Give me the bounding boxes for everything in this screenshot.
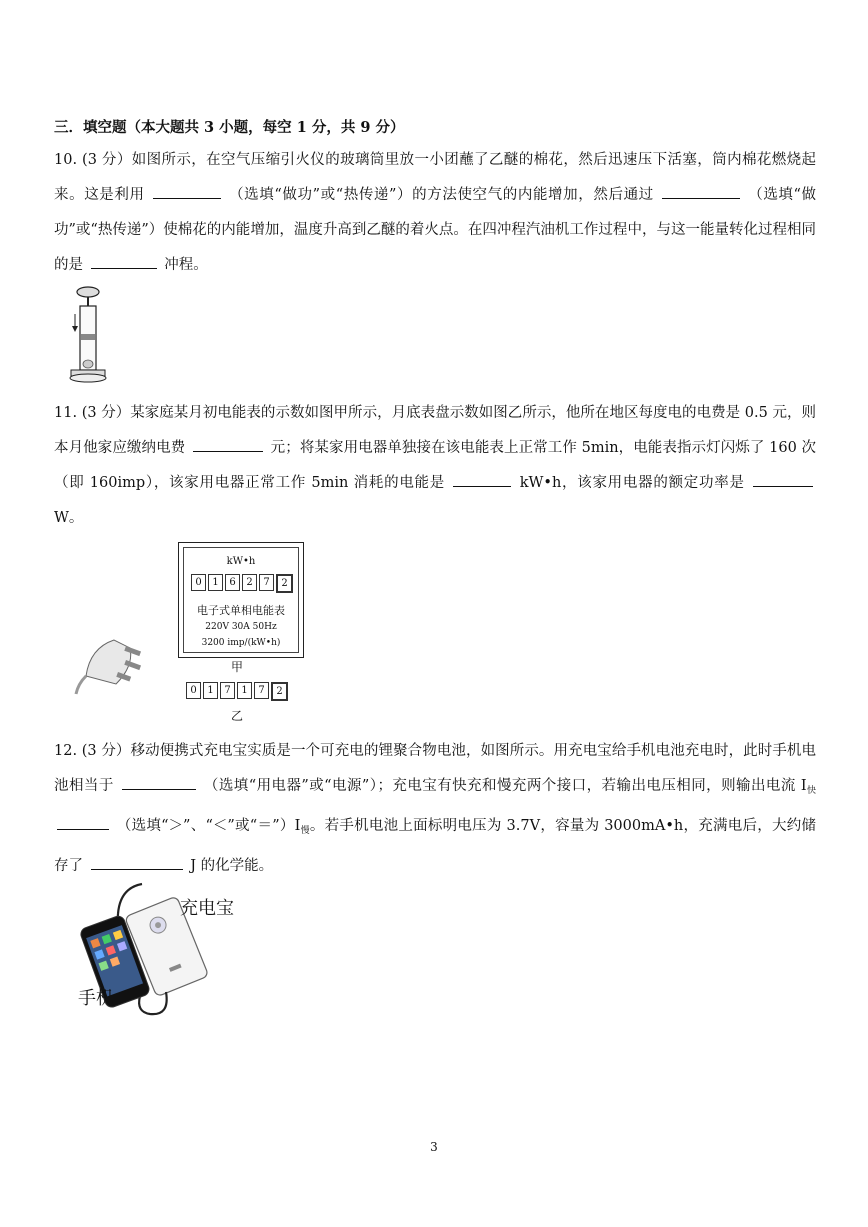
q12-blank-3[interactable] bbox=[91, 854, 183, 870]
meter-digit: 7 bbox=[259, 574, 274, 591]
section-title: 三．填空题（本大题共 3 小题，每空 1 分，共 9 分） bbox=[54, 119, 405, 136]
q11-text-4: W。 bbox=[54, 510, 84, 526]
q12-text-3: （选填“＞”、“＜”或“＝”）I bbox=[116, 818, 301, 834]
meter-digit: 2 bbox=[276, 574, 293, 593]
meter-digit: 7 bbox=[254, 682, 269, 699]
electric-meter-jia bbox=[178, 542, 304, 658]
meter-digits-jia bbox=[191, 574, 295, 593]
q12-sub-fast: 快 bbox=[806, 786, 817, 796]
q10-text-3: （选填“做功”或“热传递”）使棉花的内能增加，温度升高到乙醚的着火点。在四冲程汽油机工作过程中，与这一能量转化过程相同的是 bbox=[54, 187, 817, 273]
q12-text-1: 12. (3 分）移动便携式充电宝实质是一个可充电的锂聚合物电池，如图所示。用充电宝给手机电池充电时，此时手机电池相当于 bbox=[54, 743, 816, 794]
question-11 bbox=[54, 396, 816, 536]
question-12 bbox=[54, 734, 816, 884]
label-jia: 甲 bbox=[231, 660, 244, 674]
label-phone: 手机 bbox=[78, 988, 114, 1009]
q12-sub-slow: 慢 bbox=[300, 826, 310, 836]
fire-piston-figure bbox=[68, 286, 108, 384]
label-yi: 乙 bbox=[231, 709, 244, 723]
meter-digit: 1 bbox=[203, 682, 218, 699]
q12-blank-1[interactable] bbox=[122, 774, 196, 790]
meter-spec: 220V 30A 50Hz bbox=[205, 622, 277, 632]
q12-text-4: 。若手机电池上面标明电压为 3.7V，容量为 3000mA•h，充满电后，大约储存了 bbox=[54, 818, 816, 874]
q10-blank-2[interactable] bbox=[662, 183, 740, 199]
meter-digit: 7 bbox=[220, 682, 235, 699]
q11-blank-2[interactable] bbox=[453, 471, 511, 487]
meter-name: 电子式单相电能表 bbox=[197, 604, 285, 617]
q11-text-2: 元；将某家用电器单独接在该电能表上正常工作 5min，电能表指示灯闪烁了 160 次（即 160imp），该家用电器正常工作 5min 消耗的电能是 bbox=[54, 440, 817, 491]
plug-figure bbox=[72, 626, 152, 696]
q11-text-1: 11. (3 分）某家庭某月初电能表的示数如图甲所示，月底表盘示数如图乙所示，他所在地区每度电的电费是 0.5 元，则本月他家应缴纳电费 bbox=[54, 405, 816, 456]
meter-unit: kW•h bbox=[226, 556, 256, 567]
q10-blank-3[interactable] bbox=[91, 253, 157, 269]
meter-digit: 6 bbox=[225, 574, 240, 591]
q12-blank-2[interactable] bbox=[57, 814, 109, 830]
meter-digit: 0 bbox=[191, 574, 206, 591]
meter-digit: 0 bbox=[186, 682, 201, 699]
meter-digit: 2 bbox=[242, 574, 257, 591]
meter-digit: 1 bbox=[208, 574, 223, 591]
q12-text-5: J 的化学能。 bbox=[190, 858, 274, 874]
q10-text-1: 10. (3 分）如图所示，在空气压缩引火仪的玻璃筒里放一小团蘸了乙醚的棉花，然后迅速压下活塞，筒内棉花燃烧起来。这是利用 bbox=[54, 152, 816, 203]
meter-digit: 2 bbox=[271, 682, 288, 701]
meter-digit: 1 bbox=[237, 682, 252, 699]
page-number: 3 bbox=[430, 1140, 438, 1154]
q11-blank-1[interactable] bbox=[193, 436, 263, 452]
q10-text-2: （选填“做功”或“热传递”）的方法使空气的内能增加，然后通过 bbox=[229, 187, 654, 203]
meter-imp: 3200 imp/(kW•h) bbox=[201, 638, 281, 648]
q10-text-4: 冲程。 bbox=[164, 257, 208, 273]
meter-digits-yi bbox=[186, 682, 290, 701]
label-power-bank: 充电宝 bbox=[180, 898, 234, 919]
question-10 bbox=[54, 143, 816, 283]
q10-blank-1[interactable] bbox=[153, 183, 221, 199]
q11-text-3: kW•h，该家用电器的额定功率是 bbox=[519, 475, 745, 491]
q11-blank-3[interactable] bbox=[753, 471, 813, 487]
q12-text-2: （选填“用电器”或“电源”）；充电宝有快充和慢充两个接口，若输出电压相同，则输出电流 I bbox=[203, 778, 807, 794]
